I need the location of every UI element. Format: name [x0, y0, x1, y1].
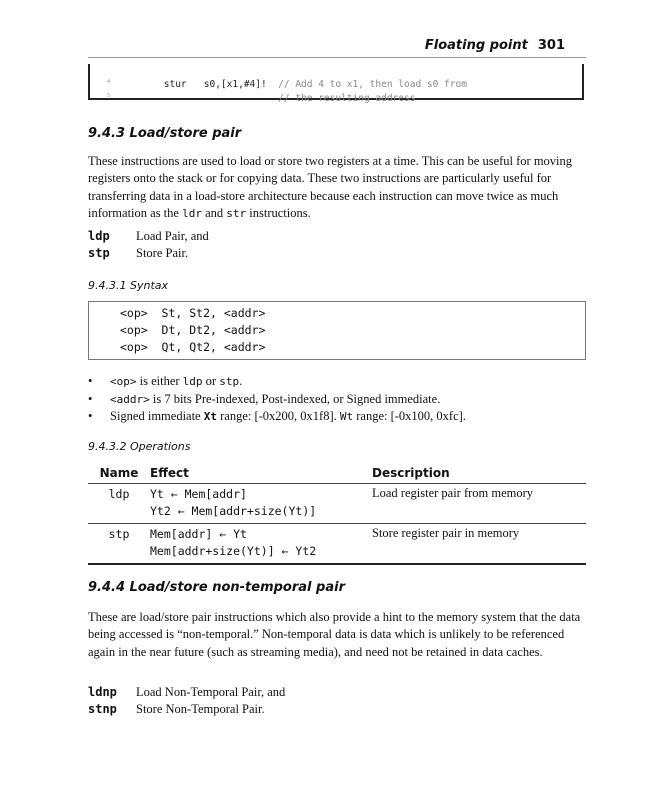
op-name: ldp — [88, 484, 150, 524]
running-head — [425, 38, 565, 53]
op-effect — [150, 524, 372, 565]
table-row — [88, 524, 586, 565]
code-text — [141, 93, 278, 104]
instruction-item — [88, 701, 285, 718]
paragraph-text: and — [201, 205, 227, 220]
section-heading: 9.4.4 Load/store non-temporal pair — [88, 580, 345, 595]
mnemonic: stp — [88, 245, 110, 260]
line-number: 4 — [107, 79, 110, 85]
section-heading: 9.4.3 Load/store pair — [88, 126, 242, 141]
op-description: Load register pair from memory — [372, 484, 586, 524]
mnemonic-description: Load Non-Temporal Pair, and — [136, 685, 286, 699]
syntax-box — [88, 301, 586, 360]
instruction-item — [88, 684, 285, 701]
syntax-bullets — [88, 373, 466, 426]
syntax-line: <op> Dt, Dt2, <addr> — [120, 323, 266, 337]
effect-line: Mem[addr+size(Yt)] ← Yt2 — [150, 544, 317, 558]
mnemonic-description: Store Non-Temporal Pair. — [136, 701, 265, 716]
op-effect — [150, 484, 372, 524]
mnemonic-description: Store Pair. — [136, 245, 189, 260]
bullet-text: . — [239, 374, 243, 388]
line-number: 5 — [107, 93, 110, 99]
syntax-line: <op> St, St2, <addr> — [120, 306, 266, 320]
inline-code: <addr> — [110, 392, 150, 406]
column-header: Description — [372, 464, 586, 484]
effect-line: Yt ← Mem[addr] — [150, 487, 247, 501]
subsection-heading: 9.4.3.1 Syntax — [88, 279, 169, 292]
mnemonic: stnp — [88, 701, 117, 716]
operations-table — [88, 464, 586, 565]
column-header: Effect — [150, 464, 372, 484]
table-header-row — [88, 464, 586, 484]
running-title: Floating point — [424, 38, 528, 53]
bullet-text: is either — [136, 374, 183, 388]
section-paragraph: These are load/store pair instructions which also provide a hint to the memory system that the data being accessed is “non-temporal.” Non-temporal data is data which is unlikely to be referenced again in the near future (such as streaming media), and need not be retained in data caches. — [88, 610, 581, 659]
code-listing — [88, 64, 584, 104]
inline-code: Xt — [203, 410, 217, 423]
syntax-line: <op> Qt, Qt2, <addr> — [120, 340, 266, 354]
bullet-item — [88, 391, 466, 409]
code-comment: // Add 4 to x1, then load s0 from — [278, 79, 467, 90]
inline-code: stp — [219, 375, 240, 388]
inline-code: ldp — [182, 375, 203, 388]
bullet-item — [88, 408, 466, 426]
table-row — [88, 484, 586, 524]
inline-code: str — [226, 206, 247, 220]
subsection-heading: 9.4.3.2 Operations — [88, 440, 191, 453]
bullet-text: Signed immediate — [110, 409, 204, 423]
mnemonic: ldp — [88, 229, 110, 243]
effect-line: Yt2 ← Mem[addr+size(Yt)] — [150, 504, 317, 518]
paragraph-text: instructions. — [246, 205, 311, 220]
inline-code: <op> — [110, 375, 137, 388]
page-number: 301 — [537, 38, 565, 53]
instruction-list — [88, 228, 209, 261]
effect-line: Mem[addr] ← Yt — [150, 527, 247, 541]
bullet-text: range: [-0x100, 0xfc]. — [353, 409, 466, 423]
header-rule — [88, 57, 586, 58]
instruction-item — [88, 245, 209, 262]
op-name: stp — [88, 524, 150, 565]
code-text: stur s0,[x1,#4]! — [140, 79, 279, 90]
code-line — [107, 82, 416, 115]
code-comment: // the resulting address — [278, 93, 416, 104]
section-paragraph — [88, 153, 588, 222]
column-header: Name — [88, 464, 150, 484]
inline-code: Wt — [339, 410, 354, 423]
paragraph-text: These instructions are used to load or store two registers at a time. This can be useful for moving registers onto the stack or for copying data. These two instructions are particularly useful for transferring data in a load-store architecture because each instruction can move twice as much information as the — [88, 154, 573, 220]
instruction-item — [88, 228, 209, 245]
inline-code: ldr — [182, 206, 202, 220]
bullet-item — [88, 373, 466, 391]
bullet-text: or — [202, 374, 220, 388]
bullet-text: range: [-0x200, 0x1f8]. — [216, 409, 340, 423]
mnemonic-description: Load Pair, and — [136, 229, 209, 243]
op-description: Store register pair in memory — [372, 524, 586, 565]
mnemonic: ldnp — [88, 685, 117, 699]
bullet-text: is 7 bits Pre-indexed, Post-indexed, or Signed immediate. — [149, 391, 441, 406]
instruction-list — [88, 684, 285, 717]
